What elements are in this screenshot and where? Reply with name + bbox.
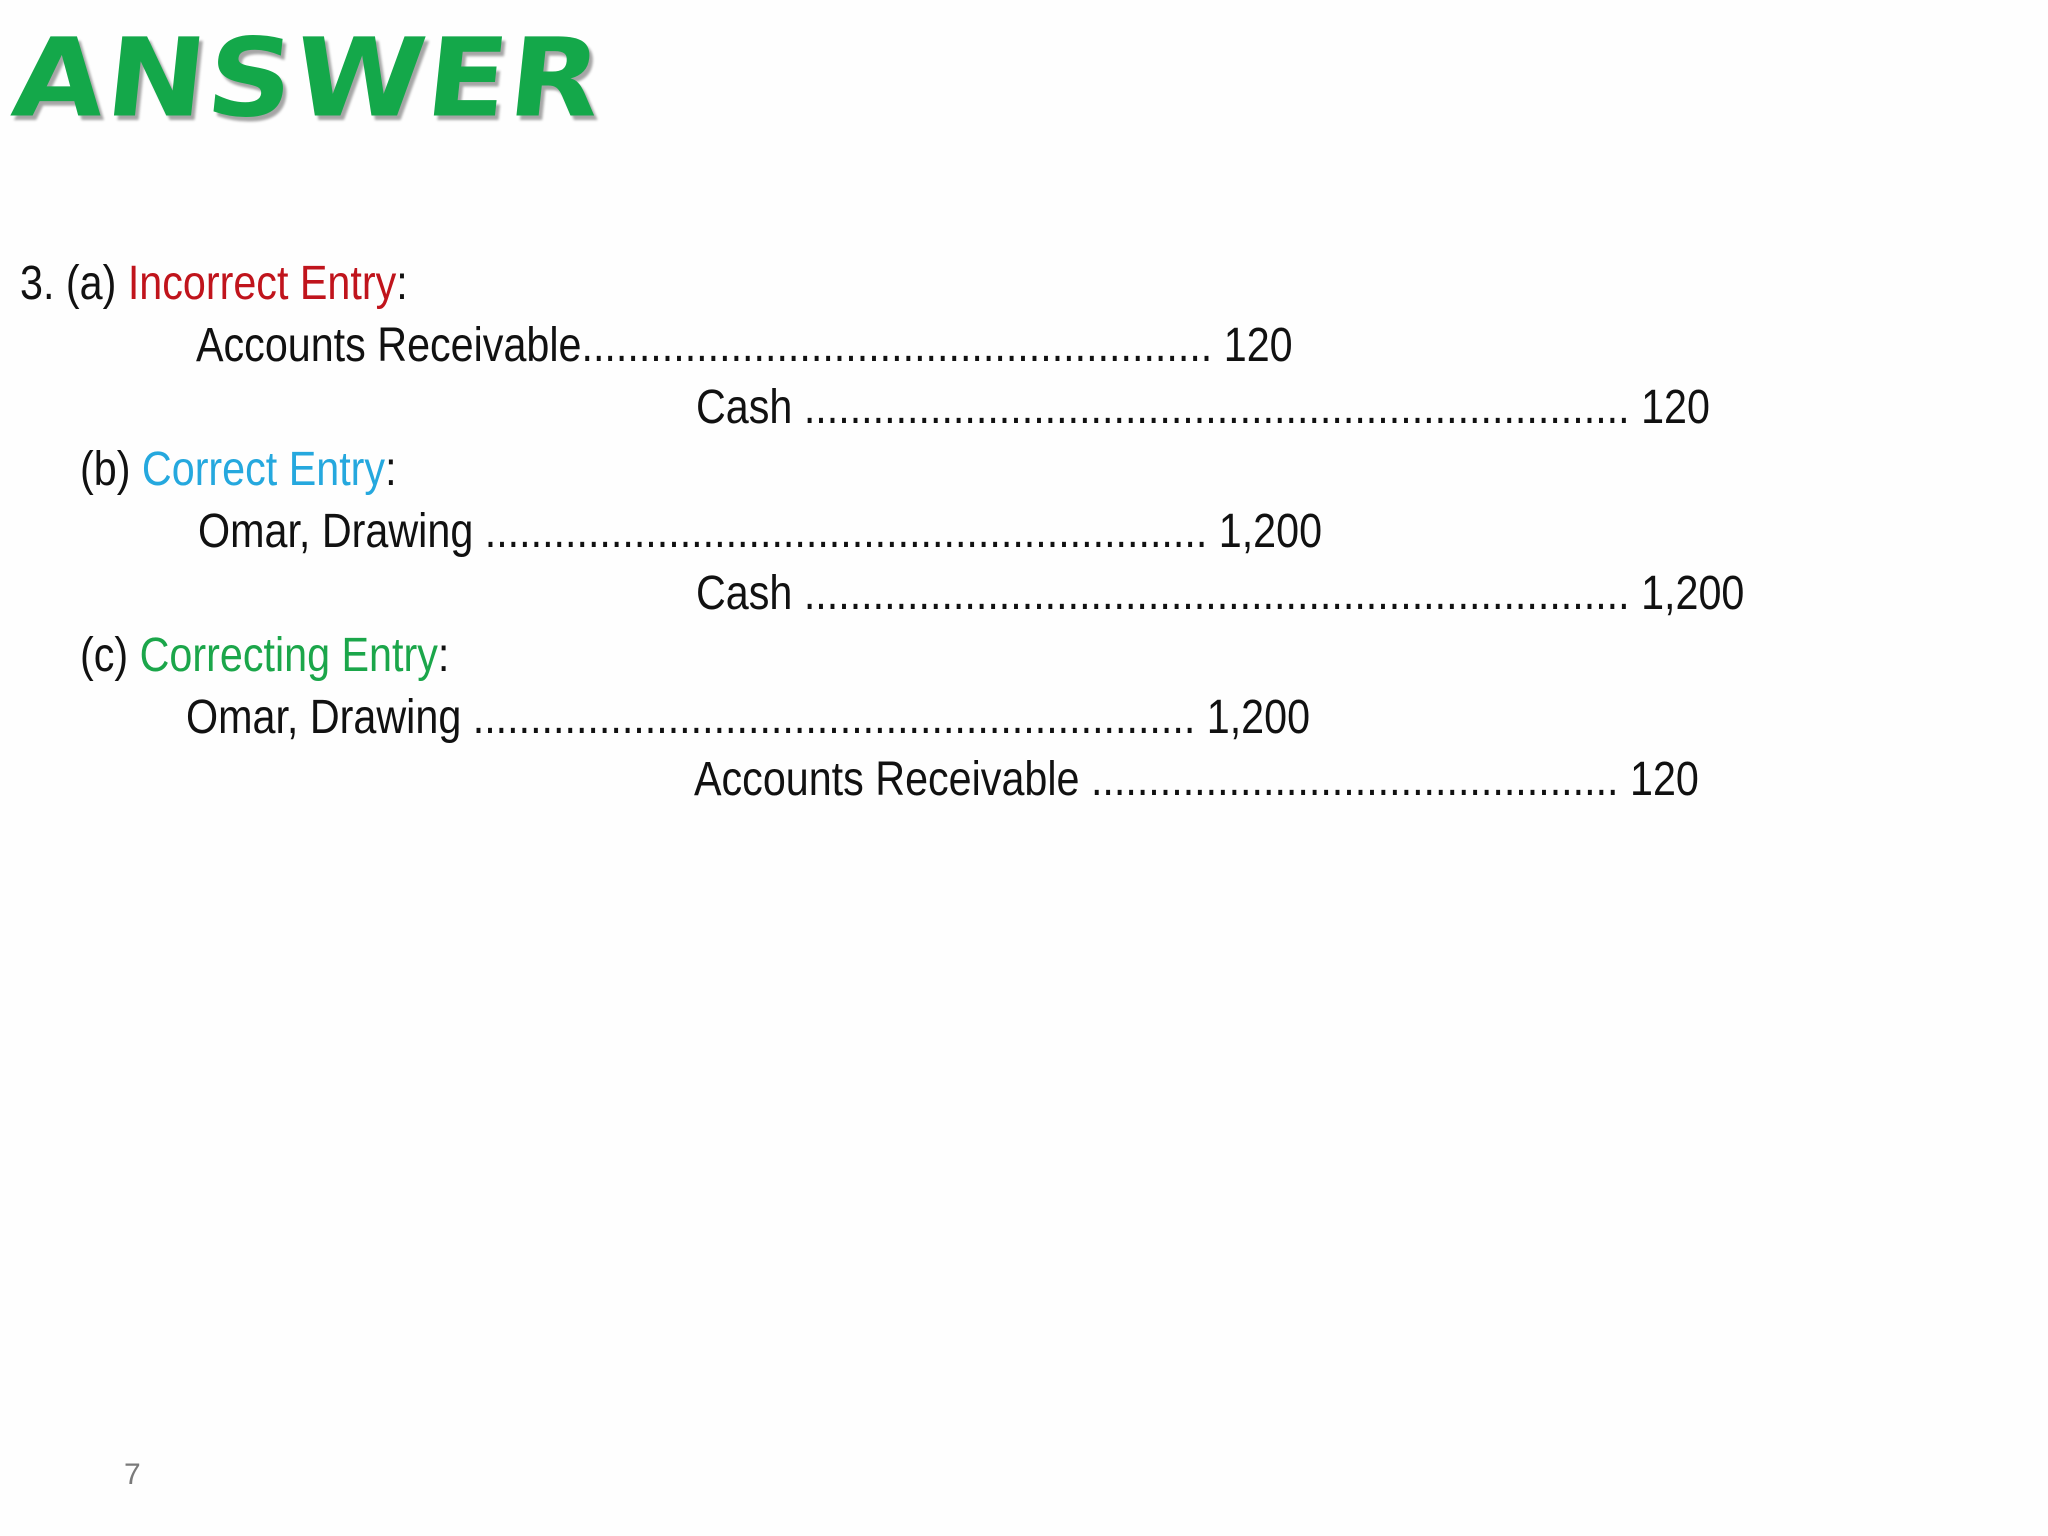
entry-a-credit-line: Cash ........................................................................ 120 [696,381,1710,434]
entry-b-heading [80,442,397,498]
correcting-entry-label: Correcting Entry [139,629,438,682]
entry-c-debit-line: Omar, Drawing ............................................................... 1,200 [186,691,1311,744]
entry-c-prefix: (c) [80,629,140,682]
answer-title: ANSWER [7,14,610,142]
answer-title-banner [7,14,610,148]
entry-b-debit-line: Omar, Drawing ............................................................... 1,200 [198,505,1323,558]
correct-entry-label: Correct Entry [141,443,386,496]
entry-b-prefix: (b) [80,443,142,496]
incorrect-entry-label: Incorrect Entry [127,257,397,310]
entry-c-colon: : [437,629,450,682]
entry-a-colon: : [396,257,408,310]
entry-a-heading [20,256,408,312]
entry-a-prefix: 3. (a) [20,257,128,310]
entry-b-credit-line: Cash ........................................................................ 1,200 [696,567,1745,620]
entry-b-colon: : [385,443,397,496]
page-number: 7 [124,1458,141,1491]
entry-c-heading [80,628,449,684]
entry-c-credit-line: Accounts Receivable .............................................. 120 [694,753,1699,806]
entry-a-debit-line: Accounts Receivable....................................................... 120 [196,319,1293,372]
